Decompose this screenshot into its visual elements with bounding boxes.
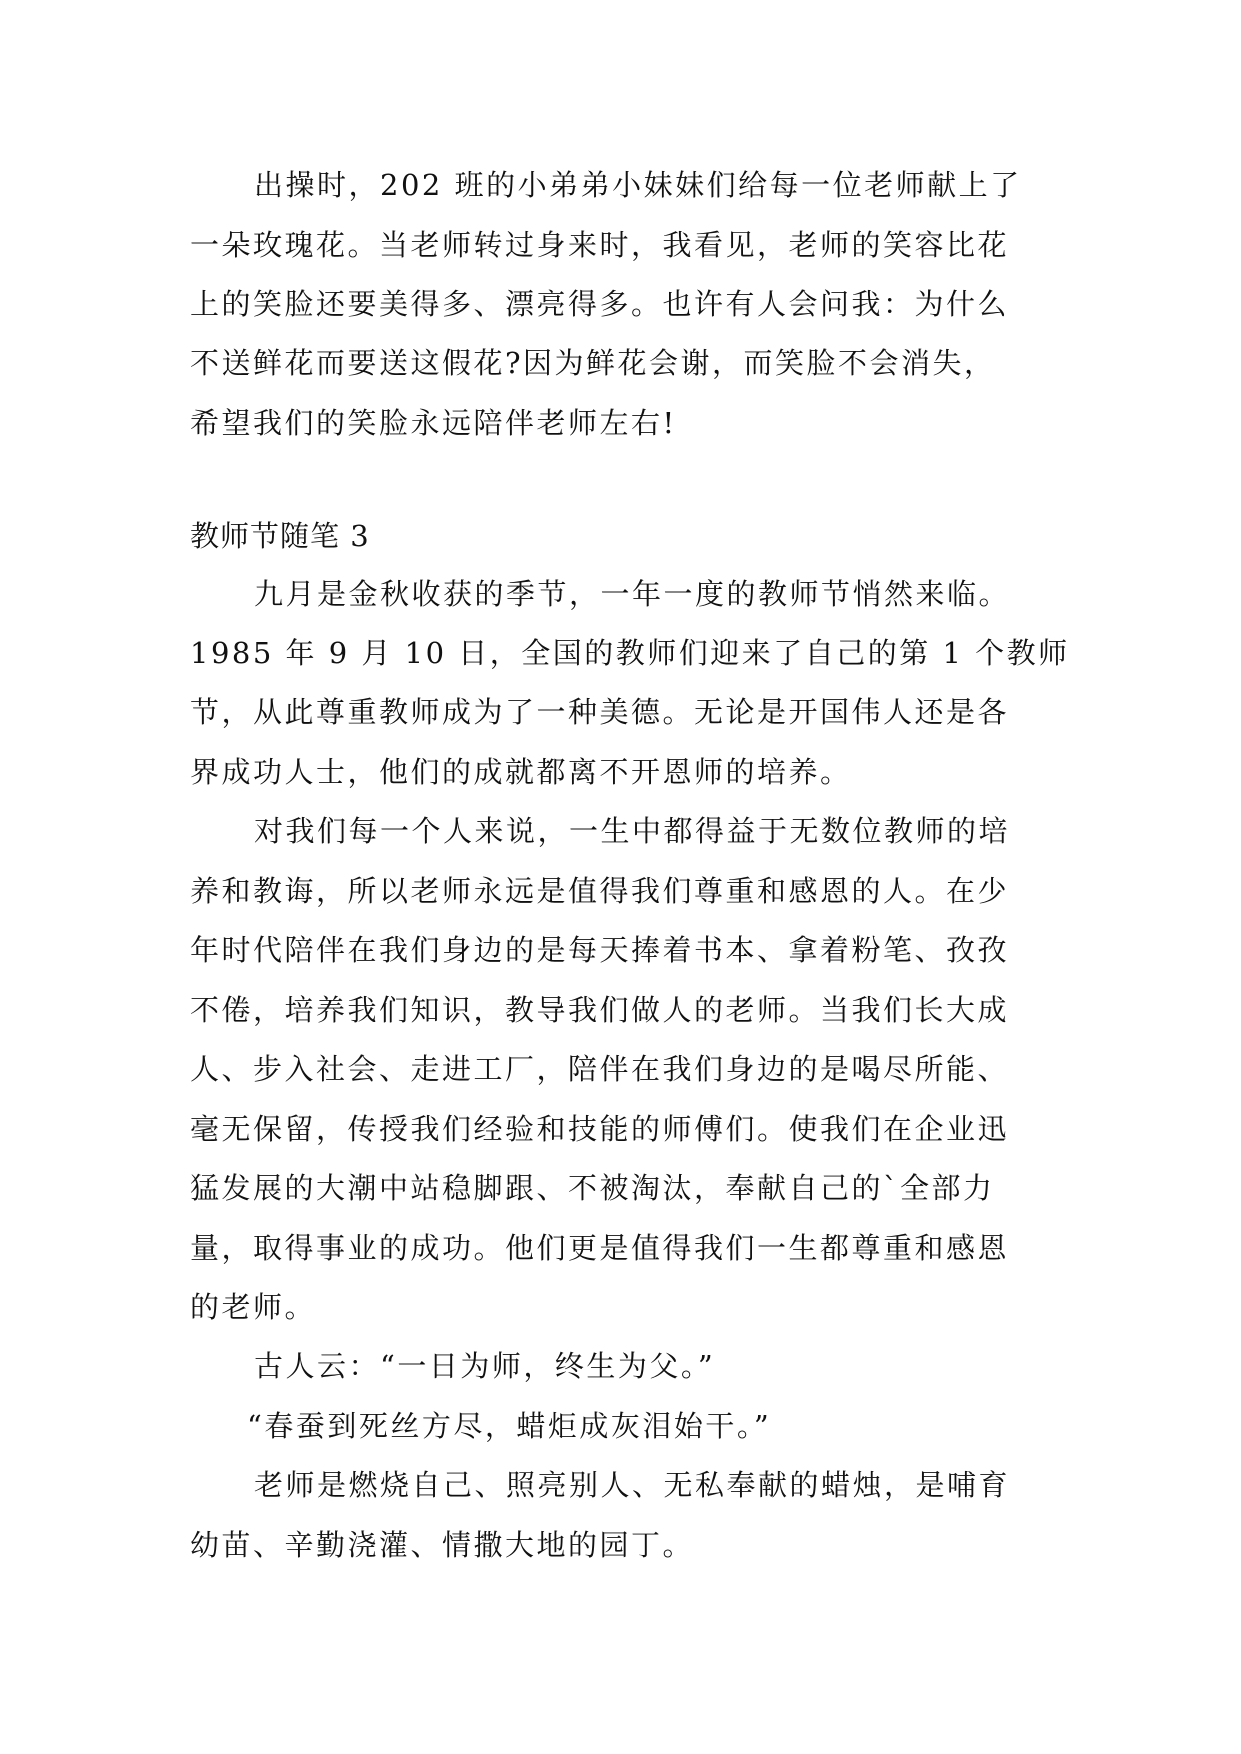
paragraph-line: 不倦，培养我们知识，教导我们做人的老师。当我们长大成	[190, 993, 1010, 1027]
paragraph-line: 养和教诲，所以老师永远是值得我们尊重和感恩的人。在少	[190, 874, 1010, 908]
quote-line: “春蚕到死丝方尽，蜡炬成灰泪始干。”	[247, 1409, 772, 1443]
paragraph-line: 毫无保留，传授我们经验和技能的师傅们。使我们在企业迅	[190, 1112, 1010, 1146]
paragraph-line: 1985 年 9 月 10 日，全国的教师们迎来了自己的第 1 个教师	[190, 636, 1070, 670]
paragraph-line: 希望我们的笑脸永远陪伴老师左右!	[190, 406, 677, 440]
paragraph-line: 上的笑脸还要美得多、漂亮得多。也许有人会问我：为什么	[190, 287, 1010, 321]
paragraph-line: 年时代陪伴在我们身边的是每天捧着书本、拿着粉笔、孜孜	[190, 933, 1010, 967]
paragraph-line: 量，取得事业的成功。他们更是值得我们一生都尊重和感恩	[190, 1231, 1010, 1265]
paragraph-line: 界成功人士，他们的成就都离不开恩师的培养。	[190, 755, 852, 789]
paragraph-line: 猛发展的大潮中站稳脚跟、不被淘汰，奉献自己的`全部力	[190, 1171, 995, 1205]
paragraph-line: 九月是金秋收获的季节，一年一度的教师节悄然来临。	[254, 577, 1011, 611]
paragraph-line: 一朵玫瑰花。当老师转过身来时，我看见，老师的笑容比花	[190, 228, 1010, 262]
paragraph-line: 老师是燃烧自己、照亮别人、无私奉献的蜡烛，是哺育	[254, 1468, 1011, 1502]
section-heading: 教师节随笔 3	[190, 519, 370, 553]
quote-line: 古人云：“一日为师，终生为父。”	[254, 1349, 716, 1383]
paragraph-line: 不送鲜花而要送这假花?因为鲜花会谢，而笑脸不会消失，	[190, 346, 996, 380]
paragraph-line: 对我们每一个人来说，一生中都得益于无数位教师的培	[254, 814, 1011, 848]
paragraph-line: 人、步入社会、走进工厂，陪伴在我们身边的是喝尽所能、	[190, 1052, 1010, 1086]
paragraph-line: 节，从此尊重教师成为了一种美德。无论是开国伟人还是各	[190, 695, 1010, 729]
paragraph-line: 的老师。	[190, 1290, 317, 1324]
paragraph-line: 出操时，202 班的小弟弟小妹妹们给每一位老师献上了	[254, 168, 1022, 202]
paragraph-line: 幼苗、辛勤浇灌、情撒大地的园丁。	[190, 1528, 695, 1562]
